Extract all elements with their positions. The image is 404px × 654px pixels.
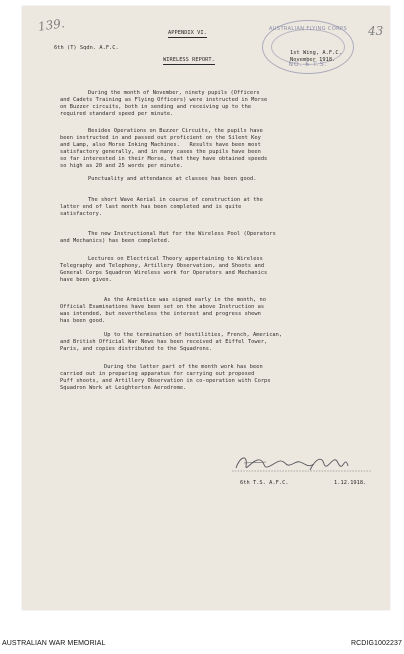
report-line: Lectures on Electrical Theory appertaining to Wireless xyxy=(88,256,263,262)
australian-flying-corps-stamp xyxy=(262,20,354,74)
stamp-bottom-text: NO. 6 T.S. xyxy=(288,61,328,68)
footer-record-id: RCDIG1002237 xyxy=(350,640,402,647)
report-line: required standard speed per minute. xyxy=(60,110,174,117)
report-line: satisfactory generally, and in many cases the pupils have been xyxy=(60,148,261,155)
report-line: Paris, and copies distributed to the Squadrons. xyxy=(60,345,213,352)
report-line: Puff shoots, and Artillery Observation in co-operation with Corps xyxy=(60,377,271,384)
stamp-top-text: AUSTRALIAN FLYING CORPS xyxy=(268,26,348,32)
report-line: satisfactory. xyxy=(60,210,103,217)
report-line: been instructed in and passed out proficient on the Silent Key xyxy=(60,134,261,141)
report-line: so far interested in their Morse, that they have obtained speeds xyxy=(60,155,268,162)
report-line: and Mechanics) has been completed. xyxy=(60,237,171,244)
report-line: Squadron Work at Leighterton Aerodrome. xyxy=(60,384,187,391)
report-line: Besides Operations on Buzzer Circuits, the pupils have xyxy=(88,128,263,134)
report-line: During the latter part of the month work has been xyxy=(104,364,263,370)
report-line: latter end of last month has been completed and is quite xyxy=(60,203,242,210)
report-line: was intended, but nevertheless the interest and progress shewn xyxy=(60,310,261,317)
report-line: As the Armistice was signed early in the month, no xyxy=(104,297,266,303)
folio-number-left: 139. xyxy=(37,16,66,34)
report-title: WIRELESS REPORT. xyxy=(163,57,215,63)
report-line: Official Examinations have been set on the above Instruction as xyxy=(60,303,265,310)
report-line: and Lamp, also Morse Inking Machines. Results have been most xyxy=(60,141,261,148)
report-line: and British Official War News has been received at Eiffel Tower, xyxy=(60,338,268,345)
report-line: have been given. xyxy=(60,276,112,283)
report-line: and Cadets Training as Flying Officers) were instructed in Morse xyxy=(60,96,268,103)
footer-institution: AUSTRALIAN WAR MEMORIAL xyxy=(2,640,106,647)
folio-number-right: 43 xyxy=(368,24,384,38)
report-line: During the month of November, ninety pupils (Officers xyxy=(88,90,260,96)
appendix-heading: APPENDIX VI. xyxy=(168,30,207,36)
closing-unit: 6th T.S. A.F.C. xyxy=(240,480,289,486)
report-line: Punctuality and attendance at classes has been good. xyxy=(88,176,257,182)
closing-date: 1.12.1918. xyxy=(334,480,367,486)
report-line: carried out in preparing apparatus for carrying out proposed xyxy=(60,370,255,377)
unit-designation: 6th (T) Sqdn. A.F.C. xyxy=(54,45,119,51)
report-line: General Corps Squadron Wireless work for Operators and Mechanics xyxy=(60,269,268,276)
report-line: The short Wave Aerial in course of construction at the xyxy=(88,197,263,203)
wing-designation: 1st Wing, A.F.C. xyxy=(290,50,342,56)
report-line: on Buzzer circuits, both in sending and receiving up to the xyxy=(60,103,252,110)
report-line: Up to the termination of hostilities, French, American, xyxy=(104,332,283,338)
report-line: The new Instructional Hut for the Wireless Pool (Operators xyxy=(88,231,276,237)
report-line: has been good. xyxy=(60,317,106,324)
report-line: Telegraphy and Telephony, Artillery Observation, and Shoots and xyxy=(60,262,265,269)
handwritten-signature xyxy=(226,452,374,474)
report-month: November 1918. xyxy=(290,57,336,63)
report-line: so high as 20 and 25 words per minute. xyxy=(60,162,184,169)
